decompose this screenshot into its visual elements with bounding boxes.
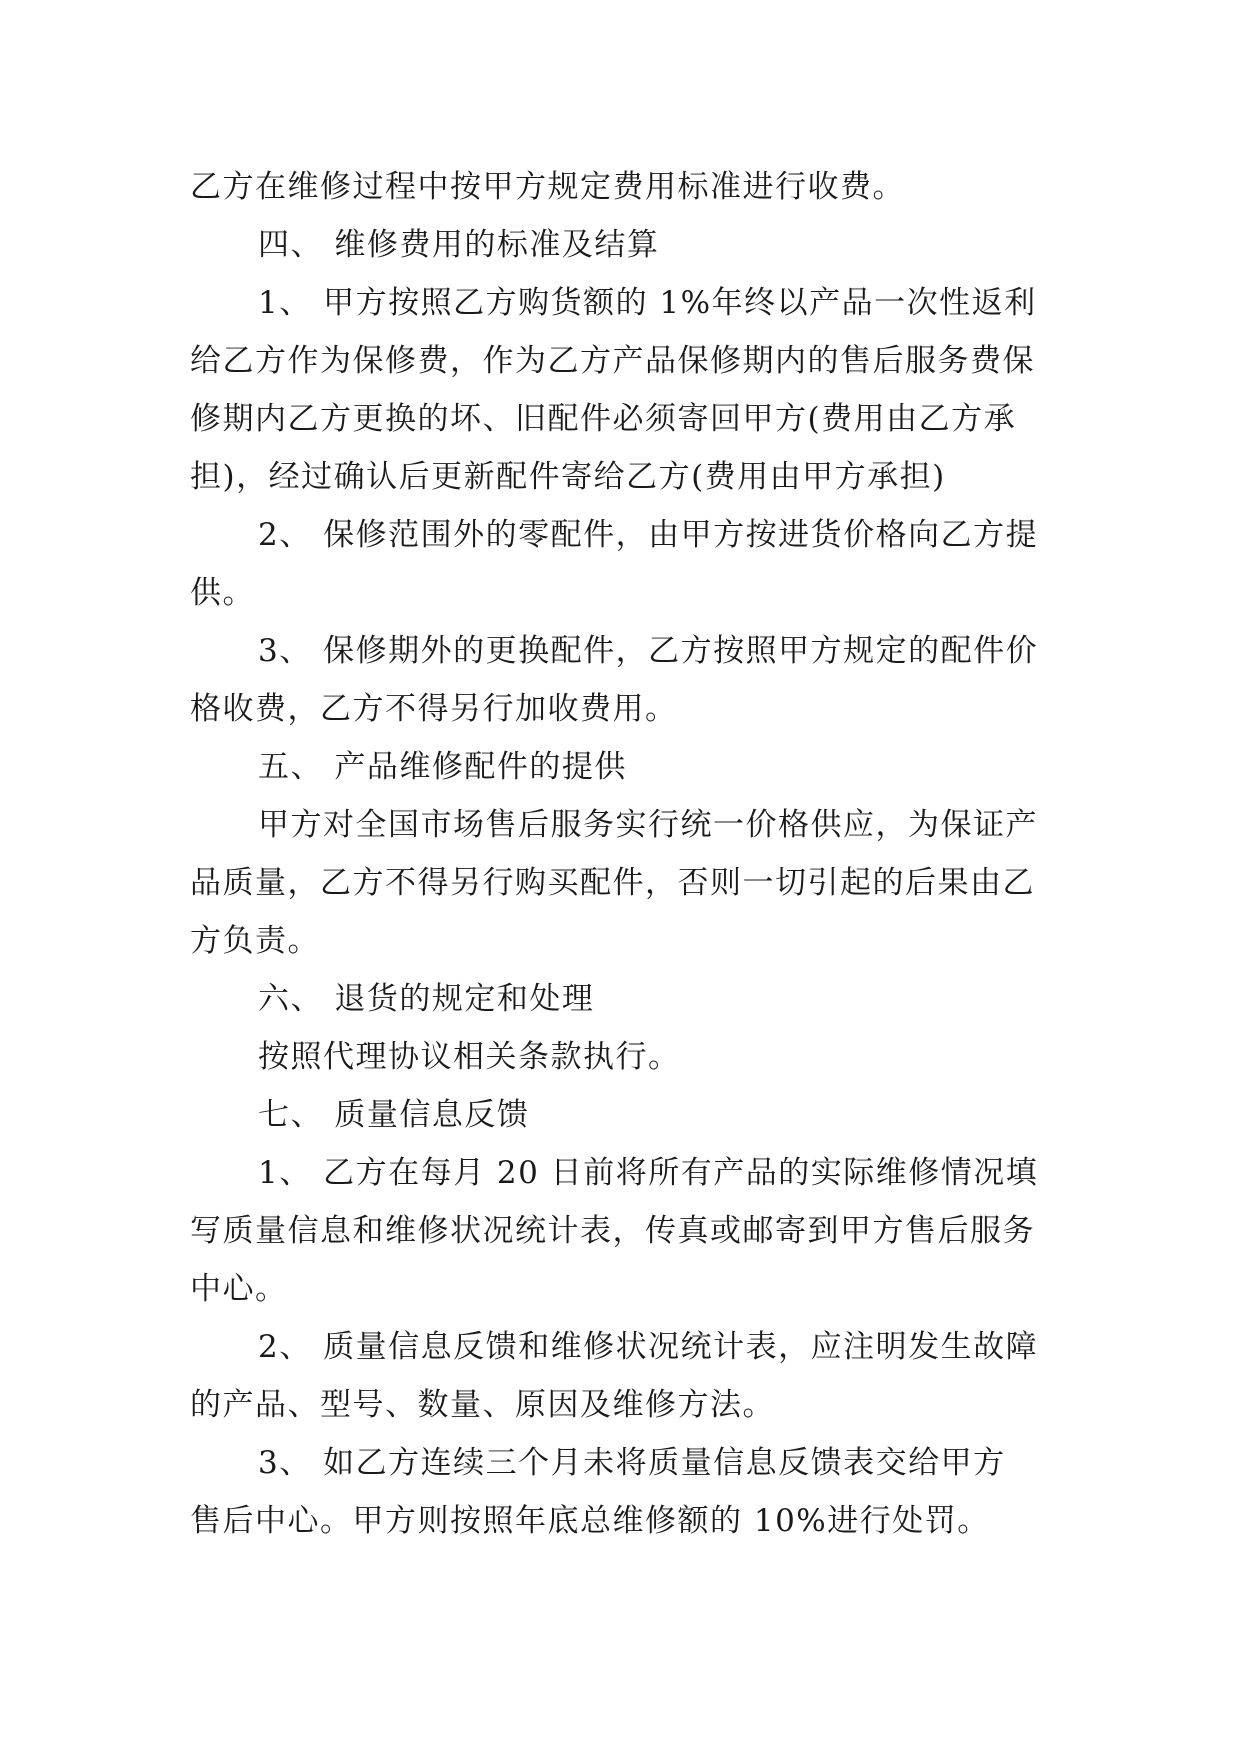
text-line: 1、 乙方在每月 20 日前将所有产品的实际维修情况填 xyxy=(258,1155,1039,1191)
text-line: 2、 保修范围外的零配件，由甲方按进货价格向乙方提 xyxy=(258,517,1039,553)
text-line: 甲方对全国市场售后服务实行统一价格供应，为保证产 xyxy=(258,807,1038,843)
text-line: 按照代理协议相关条款执行。 xyxy=(258,1039,681,1075)
text-line: 供。 xyxy=(190,575,255,611)
text-line: 中心。 xyxy=(190,1271,288,1307)
section-heading-six: 六、 退货的规定和处理 xyxy=(258,981,595,1017)
text-line: 修期内乙方更换的坏、旧配件必须寄回甲方(费用由乙方承 xyxy=(190,401,1017,437)
document-page xyxy=(190,158,1052,1550)
text-line: 1、 甲方按照乙方购货额的 1%年终以产品一次性返利 xyxy=(258,285,1037,321)
text-line: 格收费，乙方不得另行加收费用。 xyxy=(190,691,678,727)
text-line: 品质量，乙方不得另行购买配件，否则一切引起的后果由乙 xyxy=(190,865,1035,901)
text-line: 3、 保修期外的更换配件，乙方按照甲方规定的配件价 xyxy=(258,633,1039,669)
section-heading-four: 四、 维修费用的标准及结算 xyxy=(258,227,660,263)
text-line: 方负责。 xyxy=(190,923,320,959)
text-line: 乙方在维修过程中按甲方规定费用标准进行收费。 xyxy=(190,169,905,205)
text-line: 的产品、型号、数量、原因及维修方法。 xyxy=(190,1387,775,1423)
section-heading-five: 五、 产品维修配件的提供 xyxy=(258,749,627,785)
text-line: 售后中心。甲方则按照年底总维修额的 10%进行处罚。 xyxy=(190,1503,990,1539)
text-line: 2、 质量信息反馈和维修状况统计表，应注明发生故障 xyxy=(258,1329,1039,1365)
text-line: 写质量信息和维修状况统计表，传真或邮寄到甲方售后服务 xyxy=(190,1213,1035,1249)
text-line: 担)，经过确认后更新配件寄给乙方(费用由甲方承担) xyxy=(190,459,946,495)
text-line: 给乙方作为保修费，作为乙方产品保修期内的售后服务费保 xyxy=(190,343,1035,379)
text-line: 3、 如乙方连续三个月未将质量信息反馈表交给甲方 xyxy=(258,1445,1006,1481)
section-heading-seven: 七、 质量信息反馈 xyxy=(258,1097,530,1133)
